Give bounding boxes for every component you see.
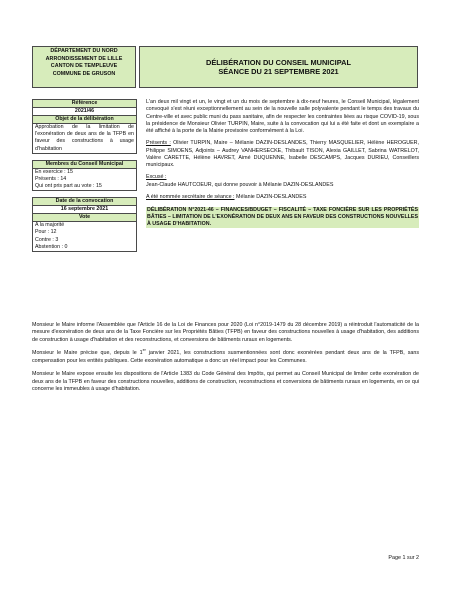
- secretaire-name: Mélanie DAZIN-DESLANDES: [234, 193, 307, 200]
- intro-paragraph: L'an deux mil vingt et un, le vingt et un du mois de septembre à dix-neuf heures, le Conseil Municipal, légalement convoqué s'est réuni exceptionnellement au sein de la nouvelle salle polyvalente pendant le temps des travaux du Centre-ville et avec public muni du pass sanitaire, afin de respecter les contraintes liées au risque COVID-19, sous la présidence de Monsieur Olivier TURPIN, Maire, suite à la convocation qui lui a été faite et dont un exemplaire a été affiché à la porte de la Mairie provisoire conformément à la Loi.: [146, 99, 419, 134]
- objet-text: Approbation de la limitation de l'exonération de deux ans de la TFPB en faveur des constructions à usage d'habitation: [35, 124, 134, 152]
- vote-contre: Contre : 3: [35, 236, 59, 243]
- deliberation-title: DÉLIBÉRATION N°2021-46 – FINANCES/BDUGET – FISCALITÉ – TAXE FONCIÈRE SUR LES PROPRIÉTÉS BÂTIES – LIMITATION DE L'EXONÉRATION DE DEUX ANS EN FAVEUR DES CONSTRUCTIONS NOUVELLES À USAGE D'HABITATION.: [147, 207, 418, 228]
- body-paragraph: Monsieur le Maire expose ensuite les dispositions de l'Article 1383 du Code Général des Impôts, qui permet au Conseil Municipal de limiter cette exonération de deux ans de la TFPB en faveur des constructions nouvelles, additions de construction, reconstructions et conversions de bâtiments ruraux en logements, en ce qui concerne les immeubles à usage d'habitation.: [32, 371, 419, 392]
- document-subtitle: SÉANCE DU 21 SEPTEMBRE 2021: [218, 67, 339, 76]
- secretaire-paragraph: [146, 194, 419, 201]
- session-details: [146, 99, 419, 228]
- objet-heading: Objet de la délibération: [33, 115, 136, 124]
- presents-paragraph: [146, 140, 419, 169]
- votants-count: Qui ont pris part au vote : 15: [35, 182, 102, 189]
- date-heading: Date de la convocation: [33, 198, 136, 206]
- reference-heading: Référence: [33, 100, 136, 108]
- header-line: CANTON DE TEMPLEUVE: [50, 63, 118, 70]
- secretaire-label: A été nommée secrétaire de séance :: [146, 193, 235, 200]
- membres-heading: Membres du Conseil Municipal: [33, 161, 136, 169]
- en-exercice: En exercice : 15: [35, 168, 73, 175]
- body-paragraph: Monsieur le Maire précise que, depuis le 1er janvier 2021, les constructions susmentionnées sont donc exonérées pendant deux ans de la TFPB, sans compensation pour les entités publiques. Cette exonération automatique a donc un réel impact pour les Communes.: [32, 348, 419, 364]
- vote-pour: Pour : 12: [35, 229, 57, 236]
- excuse-label: Excusé :: [146, 174, 167, 181]
- excuse-paragraph: [146, 174, 419, 181]
- vote-heading: Vote: [33, 213, 136, 222]
- administrative-header: [32, 46, 136, 88]
- convocation-box: [32, 197, 137, 252]
- header-line: ARRONDISSEMENT DE LILLE: [45, 55, 123, 62]
- presents-label: Présents :: [146, 140, 171, 147]
- sidebar: [32, 99, 137, 252]
- vote-abstention: Abstention : 0: [35, 243, 68, 250]
- presents-count: Présents : 14: [35, 175, 67, 182]
- vote-majorite: A la majorité: [35, 222, 65, 229]
- body-paragraph: Monsieur le Maire informe l'Assemblée que l'Article 16 de la Loi de Finances pour 2020 (Loi n°2019-1479 du 28 décembre 2019) a réintroduit l'automaticité de la mesure d'exonération de deux ans de la Taxe Foncière sur les Propriétés Bâties (TFPB) en faveur des constructions nouvelles à usage d'habitation, des additions de construction à usage d'habitation et des reconstructions, et conversions de bâtiments ruraux en logements.: [32, 322, 419, 343]
- excuse-text: Jean-Claude HAUTCOEUR, qui donne pouvoir à Mélanie DAZIN-DESLANDES: [146, 181, 334, 188]
- date-value: 16 septembre 2021: [60, 206, 109, 213]
- membres-box: [32, 160, 137, 191]
- page-number: Page 1 sur 2: [388, 555, 419, 561]
- document-title: DÉLIBÉRATION DU CONSEIL MUNICIPAL: [206, 58, 351, 67]
- header-line: COMMUNE DE GRUSON: [52, 70, 116, 77]
- header-line: DÉPARTEMENT DU NORD: [50, 48, 118, 54]
- reference-value: 2021/46: [74, 108, 95, 115]
- document-title-box: [139, 46, 418, 88]
- reference-box: [32, 99, 137, 154]
- presents-list: Olivier TURPIN, Maire – Mélanie DAZIN-DESLANDES, Thierry MASQUELIER, Hélène HEROGUER, Philippe SIMOENS, Adjoints – Audrey VANHERSECKE, Thibault TISON, Alexia GAILLET, Sabrina WATRELOT, Valère CARETTE, Hélène HAVRET, Aimé DUQUENNE, Isabelle DESCAMPS, Jacques DURIEU, Conseillers municipaux.: [146, 140, 419, 168]
- deliberation-body: [32, 322, 419, 400]
